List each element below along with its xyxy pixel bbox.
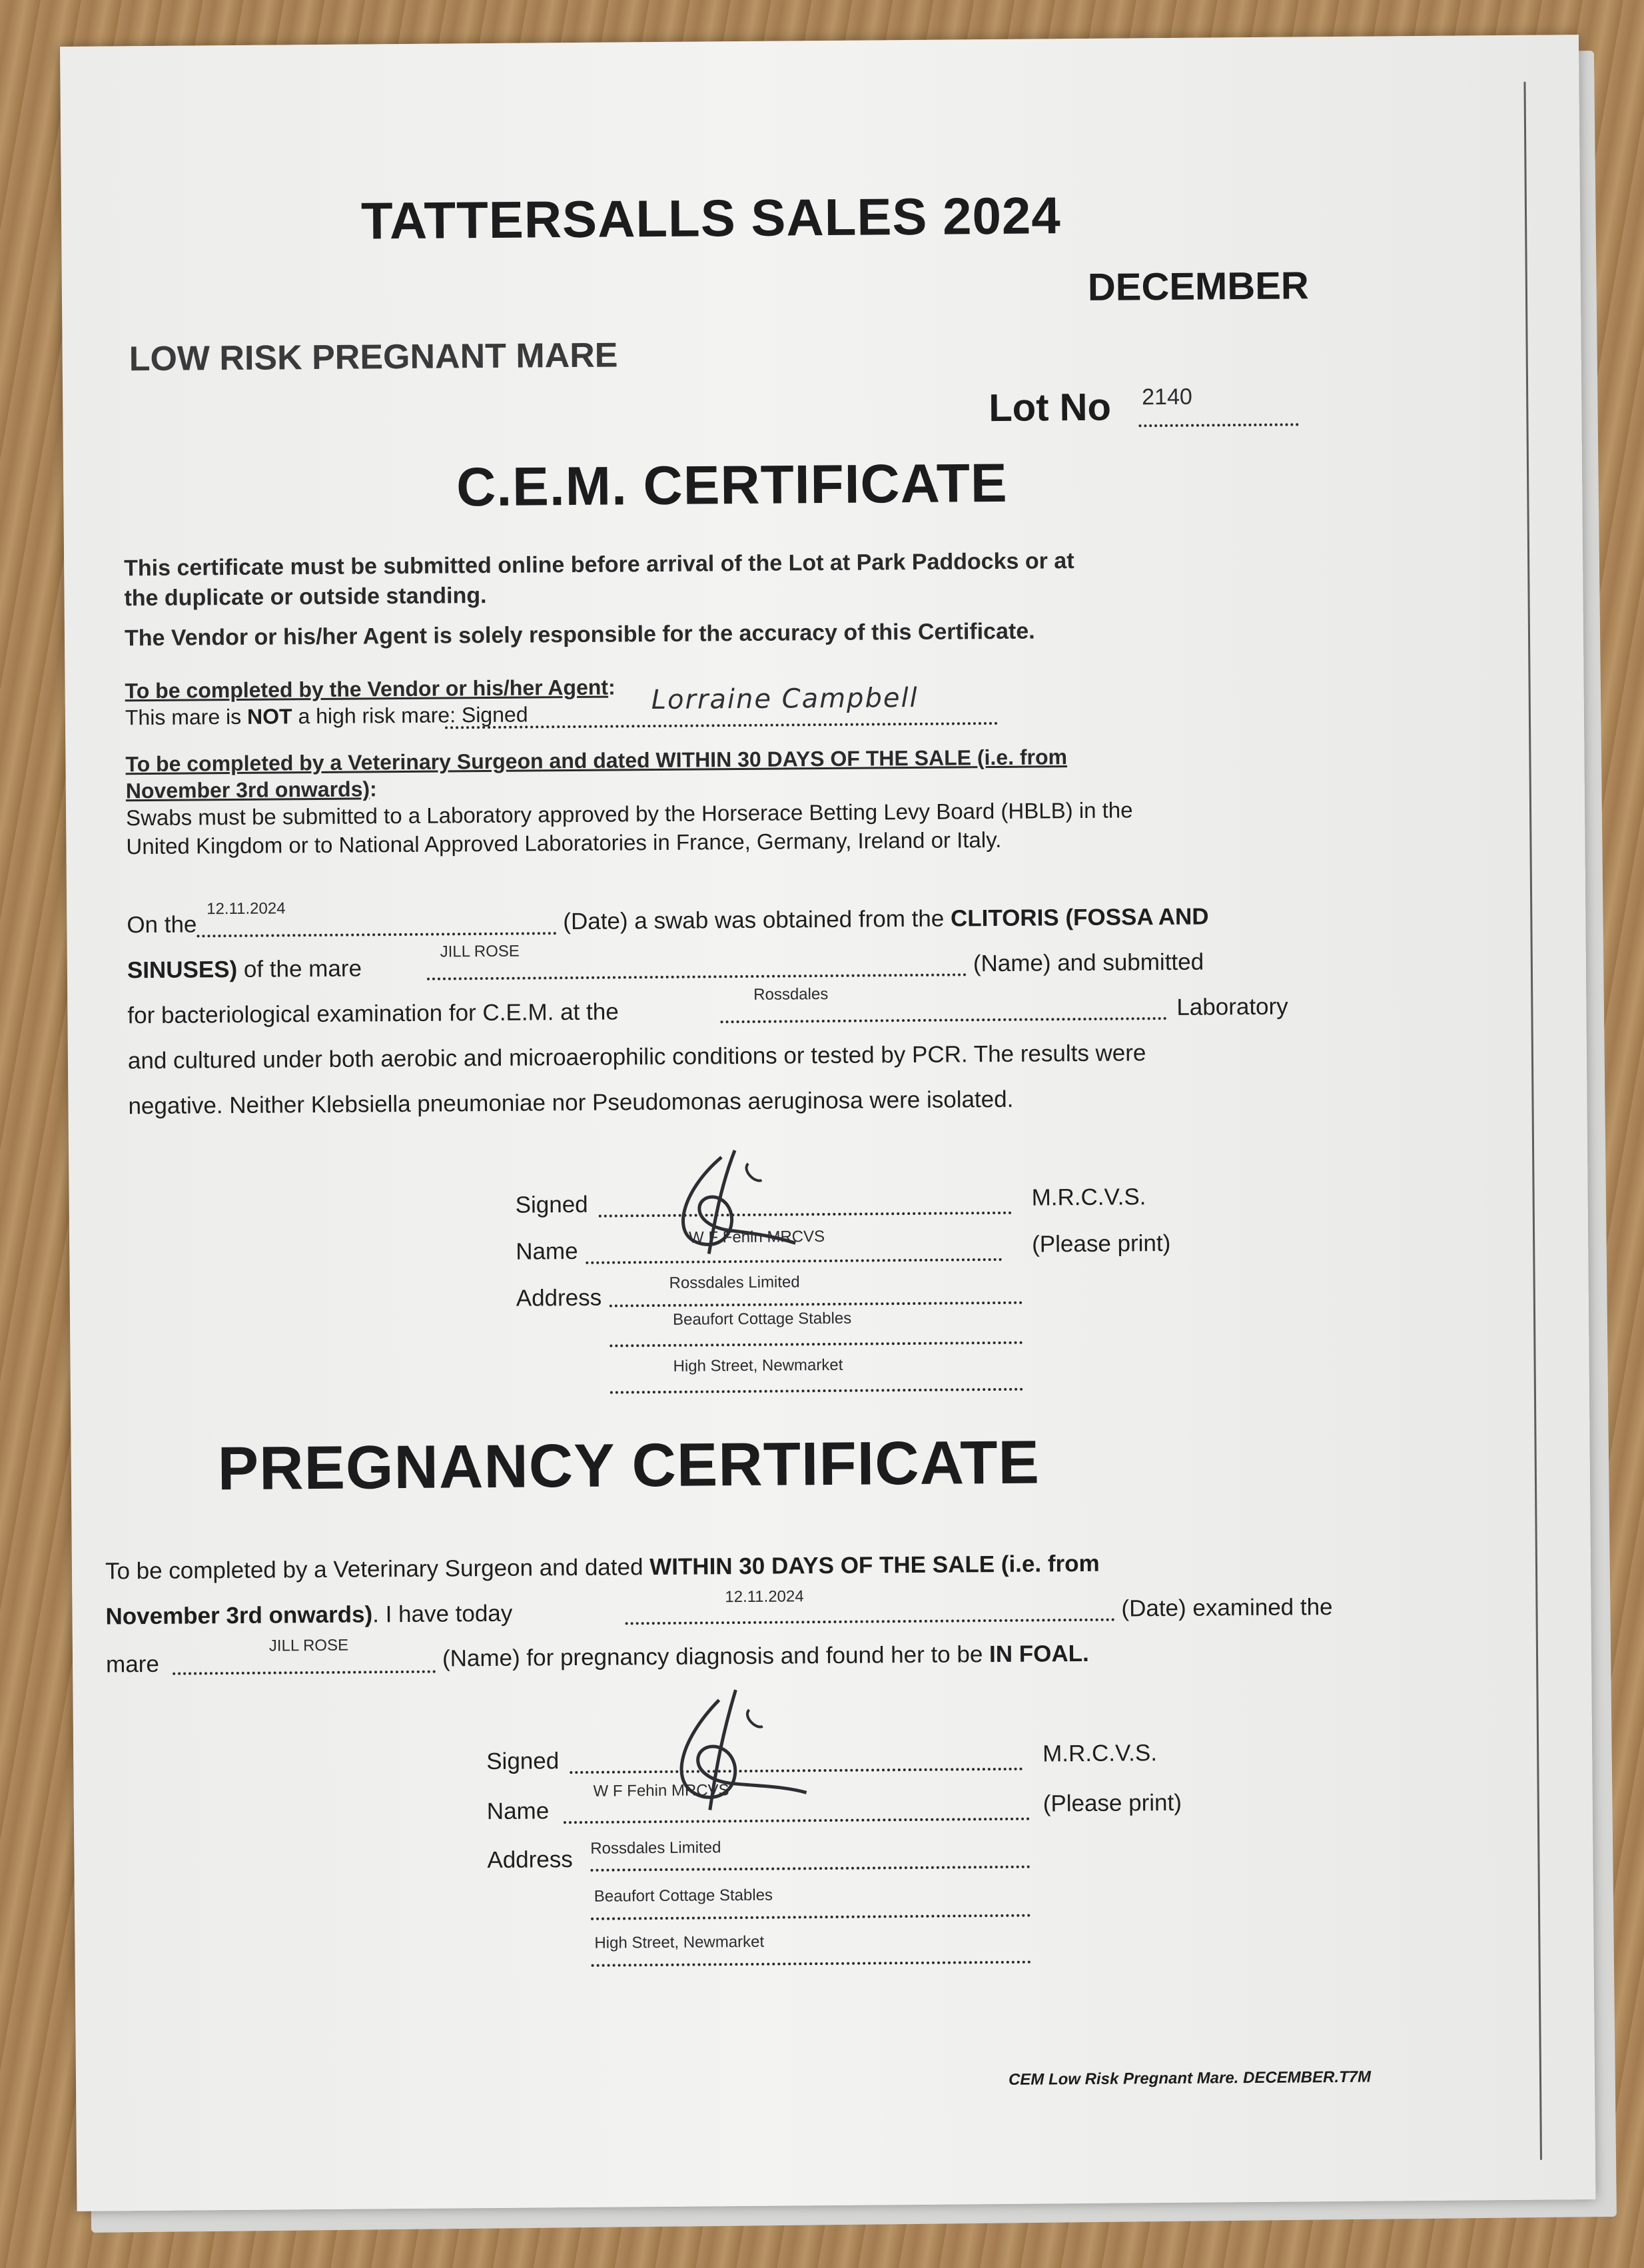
sale-month: DECEMBER: [1087, 264, 1310, 309]
preg-address-line-3: High Street, Newmarket: [594, 1932, 765, 1952]
document-title: TATTERSALLS SALES 2024: [360, 186, 1062, 250]
lot-number-value: 2140: [1142, 384, 1192, 410]
preg-address-line-2: Beaufort Cottage Stables: [594, 1886, 773, 1906]
cem-name-line: [586, 1258, 1002, 1264]
page-margin-line: [1523, 82, 1542, 2160]
preg-date-value: 12.11.2024: [725, 1587, 804, 1607]
on-the-label: On the: [127, 911, 197, 939]
sinuses-line: SINUSES) of the mare: [127, 955, 362, 984]
cultured-line: and cultured under both aerobic and microaerophilic conditions or tested by PCR. The results were: [127, 1040, 1146, 1074]
preg-name-label: Name: [486, 1798, 550, 1825]
preg-line-2: November 3rd onwards). I have today: [105, 1600, 513, 1630]
preg-mare-label: mare: [105, 1651, 159, 1678]
preg-please-print: (Please print): [1042, 1789, 1182, 1817]
cem-address-line-2: Beaufort Cottage Stables: [672, 1309, 852, 1329]
cem-intro-line-3: The Vendor or his/her Agent is solely responsible for the accuracy of this Certificate.: [124, 618, 1035, 651]
cem-name-label: Name: [516, 1238, 578, 1265]
preg-address-line-1: Rossdales Limited: [590, 1838, 721, 1858]
preg-address-label: Address: [487, 1846, 573, 1874]
negative-line: negative. Neither Klebsiella pneumoniae nor Pseudomonas aeruginosa were isolated.: [128, 1086, 1014, 1120]
cem-address-rule-3: [610, 1388, 1023, 1394]
cem-address-label: Address: [516, 1284, 602, 1312]
preg-name-line: [564, 1818, 1030, 1824]
swabs-line-2: United Kingdom or to National Approved Laboratories in France, Germany, Ireland or Italy.: [126, 827, 1002, 859]
preg-mare-name-line: [173, 1671, 436, 1675]
preg-address-rule-2: [591, 1914, 1030, 1920]
swabs-line-1: Swabs must be submitted to a Laboratory approved by the Horserace Betting Levy Board (HBLB) in the: [125, 797, 1133, 831]
preg-line-1: To be completed by a Veterinary Surgeon and dated WITHIN 30 DAYS OF THE SALE (i.e. from: [105, 1550, 1100, 1585]
cem-please-print: (Please print): [1032, 1230, 1171, 1258]
mare-category: LOW RISK PREGNANT MARE: [129, 336, 618, 379]
cem-address-line-1: Rossdales Limited: [669, 1273, 800, 1292]
certificate-page: [60, 35, 1595, 2211]
lot-number-line: [1139, 423, 1299, 427]
preg-line-3: (Name) for pregnancy diagnosis and found her to be IN FOAL.: [442, 1640, 1089, 1672]
laboratory-label: Laboratory: [1176, 993, 1288, 1020]
preg-vet-name-value: W F Fehin MRCVS: [593, 1781, 729, 1800]
preg-mare-name-value: JILL ROSE: [268, 1636, 349, 1655]
cem-mare-name-value: JILL ROSE: [440, 942, 520, 961]
preg-date-suffix: (Date) examined the: [1121, 1594, 1333, 1622]
cem-date-line: [197, 932, 556, 937]
vendor-signature: Lorraine Campbell: [651, 682, 919, 716]
cem-certificate-title: C.E.M. CERTIFICATE: [456, 452, 1008, 518]
vendor-declaration: This mare is NOT a high risk mare: Signed: [125, 702, 528, 730]
preg-address-rule-1: [591, 1866, 1030, 1872]
cem-mare-name-line: [427, 973, 967, 980]
vet-heading-line-2: November 3rd onwards):: [125, 777, 377, 803]
cem-address-line-3: High Street, Newmarket: [673, 1355, 843, 1375]
form-code-footer: CEM Low Risk Pregnant Mare. DECEMBER.T7M: [1008, 2068, 1372, 2089]
cem-signed-label: Signed: [515, 1191, 588, 1218]
cem-mrcvs-label: M.R.C.V.S.: [1031, 1184, 1146, 1211]
preg-mrcvs-label: M.R.C.V.S.: [1042, 1740, 1158, 1767]
name-and-submitted: (Name) and submitted: [973, 948, 1204, 977]
cem-address-rule-1: [610, 1302, 1023, 1308]
laboratory-line: [721, 1017, 1167, 1023]
cem-date-value: 12.11.2024: [206, 899, 286, 919]
lot-label: Lot No: [989, 385, 1112, 430]
vet-heading-line-1: To be completed by a Veterinary Surgeon and dated WITHIN 30 DAYS OF THE SALE (i.e. from: [125, 745, 1068, 777]
preg-signed-label: Signed: [486, 1748, 560, 1775]
cem-vet-name-value: W F Fehin MRCVS: [688, 1228, 825, 1247]
pregnancy-certificate-title: PREGNANCY CERTIFICATE: [217, 1428, 1040, 1503]
cem-intro-line-2: the duplicate or outside standing.: [124, 582, 487, 611]
laboratory-value: Rossdales: [753, 984, 829, 1004]
bacteriological-line: for bacteriological examination for C.E.M. at the: [127, 998, 619, 1029]
preg-address-rule-3: [592, 1961, 1031, 1967]
preg-date-line: [625, 1619, 1115, 1625]
vendor-heading: To be completed by the Vendor or his/her Agent:: [125, 675, 616, 703]
cem-address-rule-2: [610, 1341, 1023, 1347]
cem-intro-line-1: This certificate must be submitted online before arrival of the Lot at Park Paddocks or at: [124, 548, 1074, 581]
cem-date-suffix: (Date) a swab was obtained from the CLITORIS (FOSSA AND: [563, 903, 1209, 935]
